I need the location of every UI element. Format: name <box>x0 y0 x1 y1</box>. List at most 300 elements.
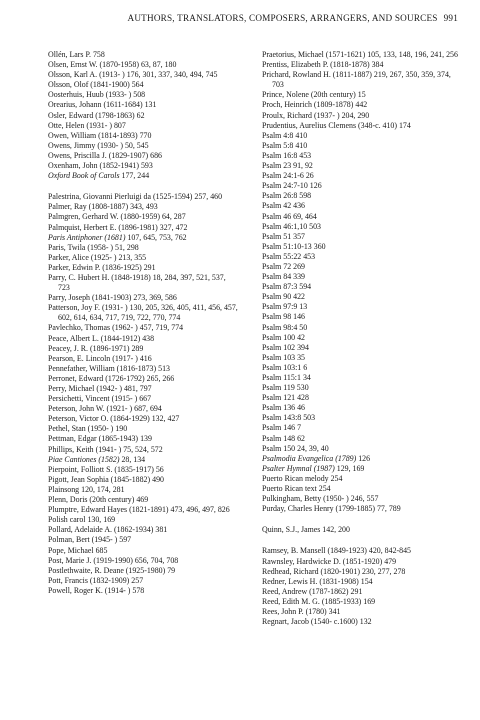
index-entry <box>262 312 462 322</box>
entry-name: Pope, Michael <box>48 545 94 555</box>
entry-references: 190 <box>115 424 128 434</box>
entry-name: Pulkingham, Betty (1950- ) <box>262 494 349 504</box>
entry-references: 428 <box>297 393 309 403</box>
index-entry <box>48 566 238 576</box>
index-entry <box>48 475 238 485</box>
index-entry <box>262 403 462 413</box>
entry-references: 176, 301, 337, 340, 494, 745 <box>126 70 218 80</box>
entry-name: Psalm 98 <box>262 312 292 322</box>
index-entry <box>48 161 238 171</box>
index-column-right <box>262 50 462 627</box>
entry-name: Psalm 146 <box>262 423 296 433</box>
entry-references: 139 <box>140 434 152 444</box>
index-entry <box>48 465 238 475</box>
entry-name: Orearius, Johann (1611-1684) <box>48 100 143 110</box>
entry-references: 410 <box>295 130 308 140</box>
entry-references: 91, 92 <box>293 161 313 171</box>
index-entry <box>48 576 238 586</box>
entry-name: Prentiss, Elizabeth P. (1818-1878) <box>262 60 370 70</box>
entry-name: Paris, Twila (1958- ) <box>48 242 114 252</box>
index-entry <box>262 70 462 90</box>
entry-references: 360 <box>313 241 326 251</box>
entry-name: Psalm 51:10-13 <box>262 241 312 251</box>
entry-references: 15 <box>357 90 366 100</box>
entry-references: 107, 645, 753, 762 <box>127 232 187 242</box>
index-entry <box>262 577 462 587</box>
entry-name: Oosterhuis, Huub (1933- ) <box>48 90 132 100</box>
entry-name: Ollén, Lars P. <box>48 50 91 59</box>
entry-name: Prudentius, Aurelius Clemens (348-c. 410) <box>262 120 397 130</box>
entry-references: 269 <box>293 261 305 271</box>
entry-name: Oxford Book of Carols <box>48 171 120 181</box>
index-entry <box>48 243 238 253</box>
entry-name: Psalm 148 <box>262 433 296 443</box>
entry-name: Psalmodia Evangelica (1789) <box>262 453 357 463</box>
entry-references: 343, 493 <box>130 202 158 212</box>
index-entry <box>48 434 238 444</box>
index-entry <box>262 383 462 393</box>
entry-name: Postlethwaite, R. Deane (1925-1980) <box>48 565 166 575</box>
index-entry <box>48 233 238 243</box>
entry-name: Polish carol <box>48 515 86 525</box>
entry-name: Reed, Edith M. G. (1885-1933) <box>262 596 362 606</box>
index-entry <box>262 100 462 110</box>
index-entry <box>262 151 462 161</box>
entry-references: 420, 842-845 <box>368 546 411 556</box>
entry-references: 530 <box>296 383 309 393</box>
entry-name: Pethel, Stan (1950- ) <box>48 424 114 434</box>
index-entry <box>262 232 462 242</box>
entry-name: Psalm 97:9 <box>262 302 298 312</box>
index-entry <box>48 515 238 525</box>
entry-references: 513 <box>158 363 170 373</box>
index-entry <box>262 484 462 494</box>
entry-references: 457, 719, 774 <box>139 323 184 333</box>
index-entry <box>262 181 462 191</box>
entry-name: Proch, Heinrich (1809-1878) <box>262 100 354 110</box>
index-entry <box>262 222 462 232</box>
index-entry <box>48 202 238 212</box>
entry-references: 341 <box>328 606 341 616</box>
entry-references: 6 <box>303 362 308 372</box>
entry-name: Psalter Hymnal (1987) <box>262 463 335 473</box>
index-entry <box>48 384 238 394</box>
entry-name: Perry, Michael (1942- ) <box>48 384 122 393</box>
index-entry <box>48 485 238 495</box>
entry-name: Psalm 84 <box>262 272 292 282</box>
entry-references: 442 <box>355 100 368 110</box>
index-column-left <box>48 50 238 596</box>
entry-references: 265, 266 <box>146 373 175 383</box>
entry-references: 598 <box>299 191 312 201</box>
index-entry <box>262 323 462 333</box>
index-entry <box>262 423 462 433</box>
entry-name: Psalm 90 <box>262 292 292 302</box>
entry-references: 770 <box>139 130 152 140</box>
entry-name: Parker, Edwin P. (1836-1925) <box>48 262 142 272</box>
entry-references: 593 <box>140 161 153 171</box>
index-entry <box>48 293 238 303</box>
index-entry <box>262 546 462 556</box>
entry-references: 129, 169 <box>336 463 365 473</box>
section-gap <box>262 535 462 546</box>
index-entry <box>262 50 462 60</box>
index-entry <box>48 354 238 364</box>
index-entry <box>262 353 462 363</box>
entry-references: 422 <box>293 292 305 302</box>
entry-references: 687, 694 <box>134 404 162 414</box>
entry-name: Owens, Jimmy (1930- ) <box>48 140 123 150</box>
entry-references: 18, 284, 397, 521, 537, 723 <box>58 272 226 293</box>
entry-references: 339 <box>293 272 305 282</box>
index-entry <box>262 191 462 201</box>
entry-references: 50, 545 <box>124 140 149 150</box>
entry-references: 436 <box>293 201 305 211</box>
index-entry <box>48 556 238 566</box>
entry-name: Psalm 23 <box>262 161 292 171</box>
entry-references: 130, 205, 326, 405, 411, 456, 457, 602, 614, 634, 717, 719, 722, 770, 774 <box>58 303 238 323</box>
index-entry <box>262 454 462 464</box>
entry-name: Patterson, Joy F. (1931- ) <box>48 303 128 313</box>
index-entry <box>48 90 238 100</box>
entry-name: Psalm 5:8 <box>262 140 294 150</box>
index-entry <box>48 192 238 202</box>
index-entry <box>48 323 238 333</box>
index-entry <box>262 444 462 454</box>
entry-references: 685 <box>95 545 108 555</box>
entry-references: 131 <box>144 100 157 110</box>
index-entry <box>262 587 462 597</box>
index-entry <box>48 505 238 515</box>
entry-name: Olsson, Karl A. (1913- ) <box>48 70 125 80</box>
entry-name: Psalm 87:3 <box>262 282 298 292</box>
index-entry <box>48 273 238 293</box>
section-gap <box>48 181 238 192</box>
entry-references: 69, 464 <box>293 211 317 221</box>
entry-references: 132 <box>359 617 372 627</box>
entry-name: Psalm 102 <box>262 342 296 352</box>
entry-references: 75, 524, 572 <box>123 444 163 454</box>
entry-name: Pierpoint, Folliott S. (1835-1917) <box>48 464 154 474</box>
entry-references: 597 <box>119 535 132 545</box>
entry-references: 77, 789 <box>376 504 401 514</box>
index-entry <box>262 413 462 423</box>
index-entry <box>48 223 238 233</box>
entry-references: 142, 200 <box>322 525 350 535</box>
index-entry <box>48 495 238 505</box>
entry-references: 289 <box>131 343 144 353</box>
entry-name: Otte, Helen (1931- ) <box>48 120 112 130</box>
entry-name: Psalm 103 <box>262 352 296 362</box>
entry-name: Pavlechko, Thomas (1962- ) <box>48 323 138 333</box>
index-entry <box>48 445 238 455</box>
entry-references: 481, 797 <box>123 384 152 393</box>
entry-references: 686 <box>150 150 162 160</box>
index-entry <box>262 525 462 535</box>
index-entry <box>262 597 462 607</box>
entry-name: Parry, Joseph (1841-1903) <box>48 293 132 303</box>
entry-references: 438 <box>142 333 155 343</box>
index-entry <box>262 272 462 282</box>
index-entry <box>48 141 238 151</box>
entry-name: Peterson, Victor O. (1864-1929) <box>48 414 150 424</box>
entry-references: 56 <box>155 464 164 474</box>
entry-name: Peterson, John W. (1921- ) <box>48 404 133 414</box>
entry-name: Pott, Francis (1832-1909) <box>48 575 130 585</box>
entry-name: Psalm 42 <box>262 201 292 211</box>
entry-references: 51, 298 <box>115 242 139 252</box>
entry-references: 578 <box>132 585 145 595</box>
index-entry <box>48 414 238 424</box>
entry-references: 469 <box>136 495 149 505</box>
entry-name: Ramsey, B. Mansell (1849-1923) <box>262 546 367 556</box>
entry-name: Psalm 26:8 <box>262 191 298 201</box>
entry-references: 219, 267, 350, 359, 374, 703 <box>272 70 451 90</box>
entry-references: 357 <box>293 231 305 241</box>
index-entry <box>262 393 462 403</box>
entry-name: Psalm 100 <box>262 332 296 342</box>
index-entry <box>262 121 462 131</box>
index-entry <box>48 171 238 181</box>
entry-name: Psalm 72 <box>262 261 292 271</box>
entry-name: Psalm 55:22 <box>262 251 302 261</box>
entry-name: Psalm 136 <box>262 403 296 413</box>
entry-references: 105, 133, 148, 196, 241, 256 <box>367 50 458 59</box>
index-entry <box>262 504 462 514</box>
entry-name: Purday, Charles Henry (1799-1885) <box>262 504 375 514</box>
entry-references: 177, 244 <box>121 171 150 181</box>
entry-name: Psalm 103:1 <box>262 362 302 372</box>
entry-references: 490 <box>152 474 164 484</box>
entry-name: Palmquist, Herbert E. (1896-1981) <box>48 222 158 232</box>
page-number: 991 <box>443 13 458 23</box>
entry-name: Piae Cantiones (1582) <box>48 454 120 464</box>
index-entry <box>262 557 462 567</box>
index-entry <box>48 80 238 90</box>
entry-name: Parker, Alice (1925- ) <box>48 252 117 262</box>
entry-references: 62 <box>297 433 305 443</box>
entry-references: 130, 169 <box>87 515 116 525</box>
entry-references: 453 <box>299 150 312 160</box>
entry-references: 508 <box>133 90 146 100</box>
entry-references: 13 <box>299 302 308 312</box>
entry-name: Peacey, J. R. (1896-1971) <box>48 343 130 353</box>
entry-references: 667 <box>139 394 152 404</box>
entry-name: Post, Marie J. (1919-1990) <box>48 555 133 565</box>
entry-references: 656, 704, 708 <box>134 555 179 565</box>
entry-references: 807 <box>113 120 126 130</box>
index-entry <box>48 535 238 545</box>
entry-name: Psalm 51 <box>262 231 292 241</box>
entry-references: 257 <box>131 575 144 585</box>
entry-references: 473, 496, 497, 826 <box>170 505 230 515</box>
entry-name: Polman, Bert (1945- ) <box>48 535 118 545</box>
index-entry <box>48 364 238 374</box>
index-entry <box>262 333 462 343</box>
entry-references: 381 <box>155 525 168 535</box>
index-entry <box>48 394 238 404</box>
entry-references: 169 <box>363 596 376 606</box>
index-entry <box>48 586 238 596</box>
entry-references: 416 <box>139 353 152 363</box>
entry-name: Psalm 150 <box>262 443 296 453</box>
entry-name: Psalm 121 <box>262 393 296 403</box>
entry-references: 503 <box>309 221 321 231</box>
entry-references: 126 <box>358 453 371 463</box>
index-entry <box>262 60 462 70</box>
index-entry <box>48 455 238 465</box>
entry-references: 291 <box>350 586 363 596</box>
entry-references: 230, 277, 278 <box>361 566 406 576</box>
index-entry <box>262 111 462 121</box>
index-entry <box>48 253 238 263</box>
index-entry <box>48 70 238 80</box>
entry-name: Psalm 98:4 <box>262 322 298 332</box>
entry-references: 120, 174, 281 <box>81 484 125 494</box>
index-entry <box>48 121 238 131</box>
entry-references: 154 <box>360 576 373 586</box>
running-header <box>0 13 458 23</box>
entry-references: 35 <box>297 352 305 362</box>
entry-name: Paris Antiphoner (1681) <box>48 232 126 242</box>
entry-name: Pennefather, William (1816-1873) <box>48 363 157 373</box>
index-entry <box>262 494 462 504</box>
entry-references: 291 <box>143 262 156 272</box>
entry-name: Puerto Rican text <box>262 484 317 494</box>
index-entry <box>262 343 462 353</box>
index-entry <box>262 141 462 151</box>
index-entry <box>48 303 238 323</box>
entry-references: 503 <box>303 413 316 423</box>
entry-name: Pollard, Adelaide A. (1862-1934) <box>48 525 154 535</box>
running-header-title: AUTHORS, TRANSLATORS, COMPOSERS, ARRANGERS, AND SOURCES <box>127 13 438 23</box>
entry-references: 126 <box>309 181 322 191</box>
entry-references: 453 <box>303 251 316 261</box>
index-entry <box>48 60 238 70</box>
entry-references: 246, 557 <box>350 494 379 504</box>
entry-name: Oxenham, John (1852-1941) <box>48 161 139 171</box>
entry-name: Proulx, Richard (1937- ) <box>262 110 340 120</box>
entry-references: 64, 287 <box>161 212 186 222</box>
entry-name: Psalm 4:8 <box>262 130 294 140</box>
index-entry <box>48 151 238 161</box>
index-entry <box>48 344 238 354</box>
entry-references: 34 <box>302 373 311 382</box>
entry-name: Quinn, S.J., James <box>262 525 321 535</box>
entry-references: 24, 39, 40 <box>297 443 329 453</box>
entry-references: 26 <box>305 171 314 181</box>
entry-name: Prichard, Rowland H. (1811-1887) <box>262 70 372 80</box>
entry-name: Redhead, Richard (1820-1901) <box>262 566 360 576</box>
entry-name: Olsson, Olof (1841-1900) <box>48 80 130 90</box>
entry-name: Redner, Lewis H. (1831-1908) <box>262 576 359 586</box>
entry-name: Psalm 46 <box>262 211 292 221</box>
entry-references: 564 <box>131 80 144 90</box>
entry-references: 174 <box>398 120 411 130</box>
entry-references: 594 <box>299 282 312 292</box>
entry-name: Reed, Andrew (1787-1862) <box>262 586 349 596</box>
entry-name: Peace, Albert L. (1844-1912) <box>48 333 141 343</box>
entry-name: Psalm 115:1 <box>262 373 301 382</box>
entry-name: Palmgren, Gerhard W. (1880-1959) <box>48 212 160 222</box>
entry-name: Puerto Rican melody <box>262 473 329 483</box>
index-entry <box>262 474 462 484</box>
index-entry <box>262 171 462 181</box>
index-entry <box>262 242 462 252</box>
index-entry <box>48 525 238 535</box>
entry-name: Praetorius, Michael (1571-1621) <box>262 50 366 59</box>
entry-references: 254 <box>318 484 331 494</box>
index-entry <box>262 434 462 444</box>
index-entry <box>48 131 238 141</box>
entry-name: Psalm 16:8 <box>262 150 298 160</box>
entry-name: Owen, William (1814-1893) <box>48 130 138 140</box>
entry-references: 758 <box>92 50 105 59</box>
index-entry <box>48 100 238 110</box>
entry-name: Owens, Priscilla J. (1829-1907) <box>48 150 149 160</box>
entry-name: Rawnsley, Hardwicke D. (1851-1920) <box>262 556 383 566</box>
entry-references: 384 <box>371 60 384 70</box>
index-entry <box>48 374 238 384</box>
index-entry <box>48 263 238 273</box>
index-entry <box>262 464 462 474</box>
entry-name: Prince, Nolene (20th century) <box>262 90 356 100</box>
index-entry <box>262 262 462 272</box>
entry-references: 410 <box>295 140 308 150</box>
entry-references: 63, 87, 180 <box>140 60 177 70</box>
entry-name: Parry, C. Hubert H. (1848-1918) <box>48 272 151 282</box>
entry-name: Psalm 143:8 <box>262 413 302 423</box>
index-entry <box>262 212 462 222</box>
section-gap <box>262 514 462 525</box>
entry-references: 28, 134 <box>121 454 146 464</box>
entry-references: 204, 290 <box>341 110 370 120</box>
entry-name: Olsen, Ernst W. (1870-1958) <box>48 60 139 70</box>
entry-references: 7 <box>297 423 302 433</box>
index-entry <box>262 302 462 312</box>
index-entry <box>48 404 238 414</box>
entry-references: 254 <box>330 473 343 483</box>
entry-name: Osler, Edward (1798-1863) <box>48 110 135 120</box>
entry-references: 79 <box>167 565 176 575</box>
index-entry <box>262 90 462 100</box>
index-entry <box>48 424 238 434</box>
entry-references: 327, 472 <box>159 222 188 232</box>
entry-name: Pigott, Jean Sophia (1845-1882) <box>48 474 151 484</box>
index-entry <box>262 282 462 292</box>
entry-name: Regnart, Jacob (1540- c.1600) <box>262 617 358 627</box>
entry-name: Plenn, Doris (20th century) <box>48 495 135 505</box>
entry-references: 273, 369, 586 <box>133 293 177 303</box>
entry-references: 213, 355 <box>118 252 147 262</box>
entry-name: Rees, John P. (1780) <box>262 606 327 616</box>
entry-name: Palestrina, Giovanni Pierluigi da (1525-1594) <box>48 192 193 202</box>
entry-name: Psalm 24:7-10 <box>262 181 308 191</box>
index-entry <box>48 212 238 222</box>
entry-references: 42 <box>297 332 305 342</box>
entry-references: 146 <box>293 312 305 322</box>
entry-name: Plumptre, Edward Hayes (1821-1891) <box>48 505 169 515</box>
index-entry <box>48 50 238 60</box>
index-entry <box>262 201 462 211</box>
entry-name: Powell, Roger K. (1914- ) <box>48 585 131 595</box>
entry-name: Psalm 119 <box>262 383 295 393</box>
index-entry <box>262 567 462 577</box>
index-entry <box>262 607 462 617</box>
index-entry <box>262 617 462 627</box>
entry-name: Phillips, Keith (1941- ) <box>48 444 122 454</box>
entry-references: 62 <box>136 110 145 120</box>
